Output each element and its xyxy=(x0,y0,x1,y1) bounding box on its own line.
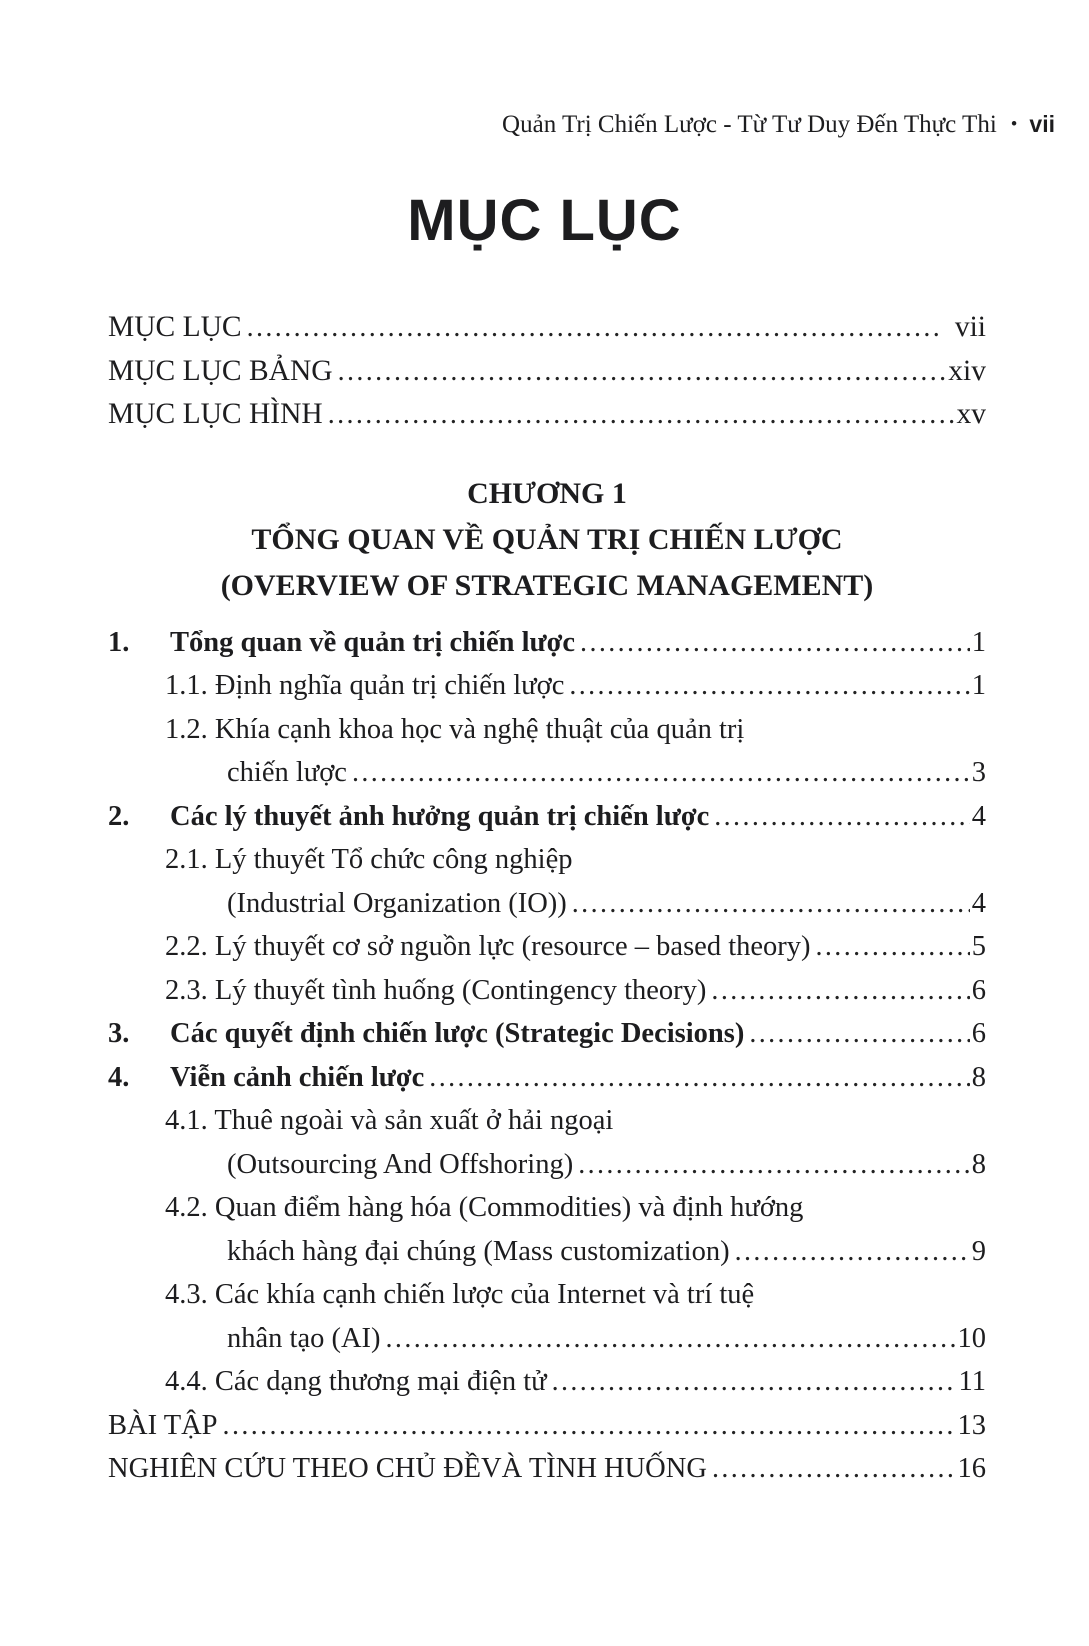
dot-leader xyxy=(749,1012,969,1056)
entry-number: 1. xyxy=(108,626,130,658)
dot-leader xyxy=(386,1317,956,1361)
toc-row xyxy=(108,925,986,969)
dot-leader xyxy=(223,1404,956,1448)
toc-row xyxy=(108,1273,986,1317)
entry-label: MỤC LỤC xyxy=(108,311,242,343)
dot-leader xyxy=(580,621,970,665)
toc-row xyxy=(108,969,986,1013)
entry-label: Các lý thuyết ảnh hưởng quản trị chiến lược xyxy=(170,800,710,832)
toc-row xyxy=(108,664,986,708)
entry-page: 5 xyxy=(971,931,986,962)
running-header xyxy=(0,108,1055,141)
entry-page: xiv xyxy=(948,354,986,387)
entry-label: nhân tạo (AI) xyxy=(227,1322,381,1354)
dot-leader xyxy=(714,795,970,839)
dot-leader xyxy=(247,306,944,350)
entry-page: 16 xyxy=(957,1453,986,1484)
entry-label: MỤC LỤC BẢNG xyxy=(108,354,333,387)
entry-label: 1.1. Định nghĩa quản trị chiến lược xyxy=(165,670,565,701)
toc-content xyxy=(108,306,986,1491)
entry-page: 3 xyxy=(971,757,986,788)
toc-row-continuation xyxy=(108,1317,986,1361)
toc-row-continuation xyxy=(108,1143,986,1187)
entry-label: 2.3. Lý thuyết tình huống (Contingency theory) xyxy=(165,974,707,1006)
entry-page: 6 xyxy=(971,974,986,1006)
running-header-title: Quản Trị Chiến Lược - Từ Tư Duy Đến Thực Thi xyxy=(502,111,997,138)
toc-row xyxy=(108,708,986,752)
entry-page: 10 xyxy=(957,1322,986,1354)
entry-page: xv xyxy=(956,398,986,430)
toc-row xyxy=(108,1447,986,1491)
chapter-number: CHƯƠNG 1 xyxy=(467,476,627,510)
toc-row-continuation xyxy=(108,882,986,926)
entry-page: 13 xyxy=(957,1409,986,1441)
entry-page: 4 xyxy=(971,800,986,832)
entry-number: 4. xyxy=(108,1061,130,1093)
entry-page: 8 xyxy=(971,1061,986,1093)
dot-leader xyxy=(569,664,969,708)
entry-label: MỤC LỤC HÌNH xyxy=(108,398,323,430)
page-title: MỤC LỤC xyxy=(407,188,682,253)
dot-leader xyxy=(735,1230,970,1274)
entry-label: 1.2. Khía cạnh khoa học và nghệ thuật của quản trị xyxy=(165,713,745,745)
dot-leader xyxy=(552,1360,957,1404)
chapter-heading xyxy=(108,471,986,609)
toc-row xyxy=(108,1360,986,1404)
entry-label: Tổng quan về quản trị chiến lược xyxy=(170,626,576,658)
toc-row xyxy=(108,1186,986,1230)
dot-leader xyxy=(711,969,969,1013)
toc-row xyxy=(108,838,986,882)
toc-row xyxy=(108,306,986,350)
entry-label: BÀI TẬP xyxy=(108,1409,218,1441)
entry-number: 2. xyxy=(108,800,130,832)
dot-leader xyxy=(328,393,955,437)
entry-label: 4.4. Các dạng thương mại điện tử xyxy=(165,1366,547,1397)
entry-page: 4 xyxy=(971,887,986,919)
dot-leader xyxy=(352,751,970,795)
entry-label: 2.1. Lý thuyết Tổ chức công nghiệp xyxy=(165,844,573,875)
entry-label: Các quyết định chiến lược (Strategic Decisions) xyxy=(170,1018,745,1049)
toc-row xyxy=(108,1099,986,1143)
toc-row xyxy=(108,1012,986,1056)
chapter-title-english: (OVERVIEW OF STRATEGIC MANAGEMENT) xyxy=(220,568,874,602)
front-matter-list xyxy=(108,306,986,437)
entry-page: 1 xyxy=(971,670,986,701)
toc-row-continuation xyxy=(108,751,986,795)
dot-leader xyxy=(572,882,970,926)
toc-row xyxy=(108,795,986,839)
entry-page: 8 xyxy=(971,1148,986,1180)
entry-label: NGHIÊN CỨU THEO CHỦ ĐỀVÀ TÌNH HUỐNG xyxy=(108,1453,707,1484)
dot-leader xyxy=(816,925,970,969)
bullet-separator: • xyxy=(1010,114,1018,135)
entry-label: khách hàng đại chúng (Mass customization) xyxy=(227,1235,730,1267)
entry-page: 6 xyxy=(971,1018,986,1049)
entry-label: 4.2. Quan điểm hàng hóa (Commodities) và định hướng xyxy=(165,1192,804,1223)
toc-row xyxy=(108,621,986,665)
entry-page: vii xyxy=(954,311,986,343)
toc-row xyxy=(108,350,986,394)
entry-page: 1 xyxy=(971,626,986,658)
toc-row-continuation xyxy=(108,1230,986,1274)
entry-number: 3. xyxy=(108,1018,130,1049)
entry-page: 9 xyxy=(971,1235,986,1267)
toc-row xyxy=(108,1056,986,1100)
entry-label: chiến lược xyxy=(227,757,347,788)
chapter-title-vietnamese: TỔNG QUAN VỀ QUẢN TRỊ CHIẾN LƯỢC xyxy=(251,522,843,556)
toc-list xyxy=(108,621,986,1491)
dot-leader xyxy=(578,1143,970,1187)
entry-page: 11 xyxy=(958,1366,986,1397)
entry-label: 4.1. Thuê ngoài và sản xuất ở hải ngoại xyxy=(165,1105,614,1136)
running-header-page-number: vii xyxy=(1029,111,1055,137)
entry-label: 2.2. Lý thuyết cơ sở nguồn lực (resource – based theory) xyxy=(165,931,811,962)
entry-label: (Industrial Organization (IO)) xyxy=(227,887,567,919)
toc-row xyxy=(108,393,986,437)
dot-leader xyxy=(429,1056,969,1100)
entry-label: Viễn cảnh chiến lược xyxy=(170,1061,425,1093)
toc-row xyxy=(108,1404,986,1448)
dot-leader xyxy=(338,350,947,394)
dot-leader xyxy=(712,1447,956,1491)
entry-label: 4.3. Các khía cạnh chiến lược của Internet và trí tuệ xyxy=(165,1279,755,1310)
entry-label: (Outsourcing And Offshoring) xyxy=(227,1148,574,1180)
